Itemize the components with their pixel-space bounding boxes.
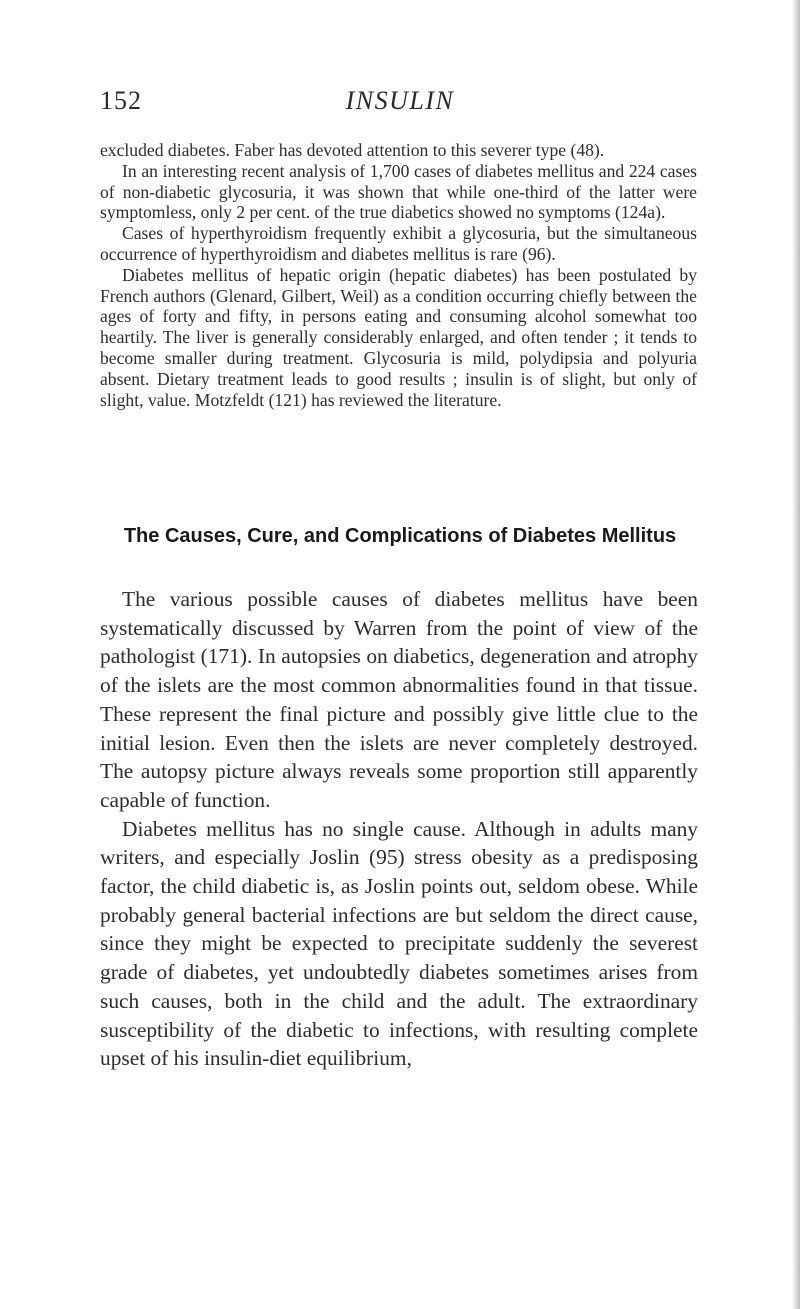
paragraph: In an interesting recent analysis of 1,700 cases of diabetes mellitus and 224 cases of non-diabetic glycosuria, it was shown that while one-third of the latter were symptomless, only 2 per cent. of the true diabetics showed no symptoms (124a). (100, 160, 697, 223)
main-text-section (100, 585, 698, 1073)
paragraph: Cases of hyperthyroidism frequently exhibit a glycosuria, but the simultaneous occurrence of hyperthyroidism and diabetes mellitus is rare (96). (100, 223, 697, 264)
section-heading: The Causes, Cure, and Complications of Diabetes Mellitus (123, 525, 677, 547)
page-number: 152 (100, 86, 142, 115)
running-head: INSULIN (345, 86, 455, 115)
page-edge-shadow (792, 0, 800, 1309)
paragraph: Diabetes mellitus has no single cause. Although in adults many writers, and especially Joslin (95) stress obesity as a predisposing factor, the child diabetic is, as Joslin points out, seldom obese. While probably general bacterial infections are but seldom the direct cause, since they might be expected to precipitate suddenly the severest grade of diabetes, yet undoubtedly diabetes sometimes arises from such causes, both in the child and the adult. The extraordinary susceptibility of the diabetic to infections, with resulting complete upset of his insulin-diet equilibrium, (100, 816, 698, 1071)
page-header (100, 86, 700, 120)
paragraph-continued: excluded diabetes. Faber has devoted attention to this severer type (48). (100, 140, 605, 160)
paragraph: Diabetes mellitus of hepatic origin (hepatic diabetes) has been postulated by French authors (Glenard, Gilbert, Weil) as a condition occurring chiefly between the ages of forty and fifty, in persons eating and consuming alcohol somewhat too heartily. The liver is generally considerably enlarged, and often tender ; it tends to become smaller during treatment. Glycosuria is mild, polydipsia and polyuria absent. Dietary treatment leads to good results ; insulin is of slight, but only of slight, value. Motzfeldt (121) has reviewed the literature. (100, 264, 697, 410)
paragraph: The various possible causes of diabetes mellitus have been systematically discussed by Warren from the point of view of the pathologist (171). In autopsies on diabetics, degeneration and atrophy of the islets are the most common abnormalities found in that tissue. These represent the final picture and possibly give little clue to the initial lesion. Even then the islets are never completely destroyed. The autopsy picture always reveals some proportion still apparently capable of function. (100, 587, 698, 812)
small-print-section (100, 140, 697, 410)
